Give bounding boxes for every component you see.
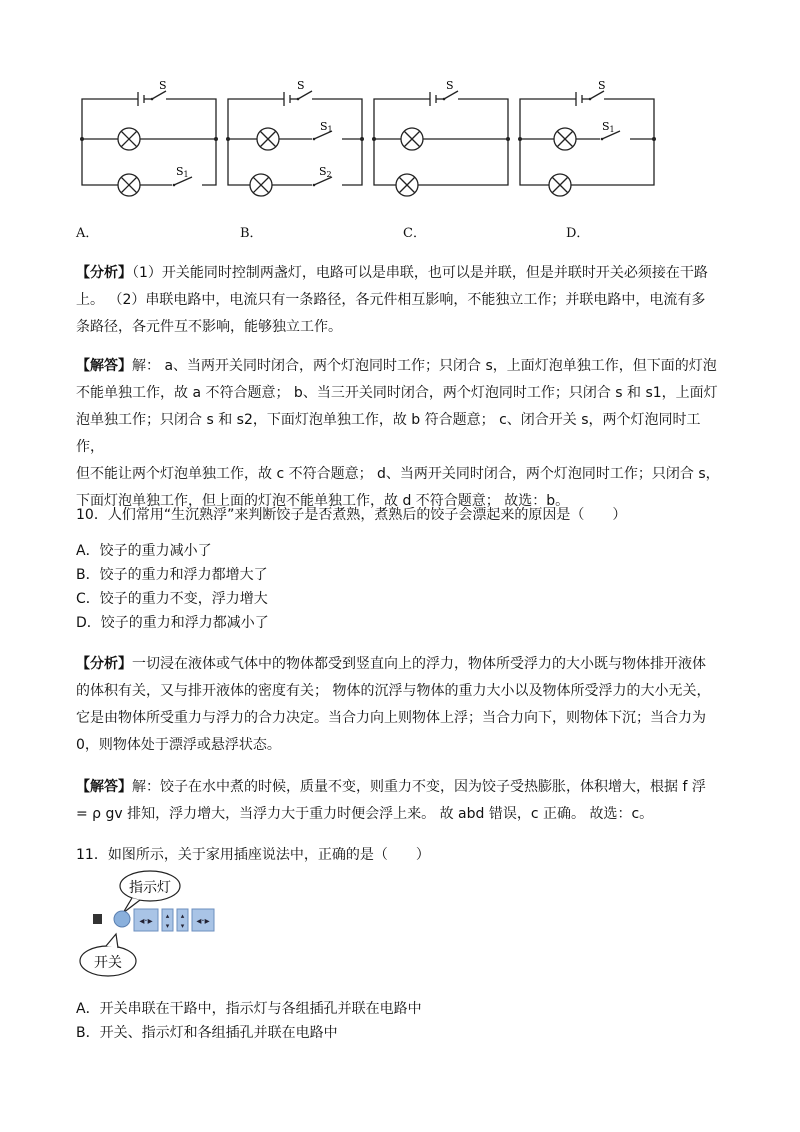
answer-text: 解：饺子在水中煮的时候，质量不变，则重力不变，因为饺子受热膨胀，体积增大，根据 f 浮 (132, 779, 706, 795)
circuit-c (372, 79, 510, 196)
q10-analysis (76, 651, 728, 759)
lamp-icon (554, 128, 576, 150)
svg-text:▾: ▾ (165, 922, 170, 930)
answer-text: 解： a、当两开关同时闭合，两个灯泡同时工作；只闭合 s，上面灯泡单独工作，但下面的灯泡 (132, 358, 717, 374)
answer-text: = ρ gv 排知，浮力增大，当浮力大于重力时便会浮上来。 故 abd 错误，c 正确。 故选：c。 (76, 806, 654, 822)
answer-text: 泡单独工作；只闭合 s 和 s2，下面灯泡单独工作，故 b 符合题意； c、闭合开关 s，两个灯泡同时工作， (76, 412, 701, 455)
circuit-diagrams (70, 75, 670, 200)
switch-s-label: S (446, 79, 454, 92)
analysis-text: 的体积有关，又与排开液体的密度有关； 物体的沉浮与物体的重力大小以及物体所受浮力的大小无关， (76, 683, 711, 699)
option-d-label: D． (566, 226, 590, 241)
switch-s-label: S (598, 79, 606, 92)
q11-stem: 11．如图所示，关于家用插座说法中，正确的是（ ） (76, 847, 430, 863)
analysis-text: 一切浸在液体或气体中的物体都受到竖直向上的浮力，物体所受浮力的大小既与物体排开液体 (132, 656, 706, 672)
analysis-tag: 【分析】 (76, 656, 132, 672)
option-a-label: A． (76, 226, 99, 241)
option-c-label: C． (403, 226, 426, 241)
svg-text:◂·▸: ◂·▸ (196, 916, 210, 927)
q9-analysis (76, 260, 728, 341)
answer-tag: 【解答】 (76, 358, 132, 374)
socket-icon (177, 909, 188, 931)
analysis-tag: 【分析】 (76, 265, 132, 281)
svg-text:▴: ▴ (180, 912, 185, 920)
circuit-b (226, 79, 364, 196)
indicator-light-label: 指示灯 (129, 880, 171, 896)
option-b-label: B． (240, 226, 263, 241)
answer-tag: 【解答】 (76, 779, 132, 795)
indicator-light-icon (114, 911, 130, 927)
answer-text: 下面灯泡单独工作，但上面的灯泡不能单独工作，故 d 不符合题意； 故选：b。 (76, 493, 570, 509)
q10-option-b: B．饺子的重力和浮力都增大了 (76, 567, 268, 583)
switch-s-label: S (159, 79, 167, 92)
switch-s1-label: S1 (320, 120, 333, 134)
switch-s2-label: S2 (319, 165, 332, 179)
socket-icon (134, 909, 158, 931)
power-strip-figure (76, 868, 236, 980)
q10-option-c: C．饺子的重力不变，浮力增大 (76, 591, 268, 607)
analysis-text: 上。 （2）串联电路中，电流只有一条路径，各元件相互影响，不能独立工作；并联电路中，电流有多 (76, 292, 706, 308)
lamp-icon (118, 174, 140, 196)
lamp-icon (549, 174, 571, 196)
q11-option-b: B．开关、指示灯和各组插孔并联在电路中 (76, 1025, 338, 1041)
lamp-icon (257, 128, 279, 150)
lamp-icon (396, 174, 418, 196)
socket-icon (162, 909, 173, 931)
switch-icon (93, 914, 102, 924)
circuit-d (518, 79, 656, 196)
lamp-icon (118, 128, 140, 150)
switch-s-label: S (297, 79, 305, 92)
circuit-a (80, 79, 218, 196)
lamp-icon (250, 174, 272, 196)
svg-text:▴: ▴ (165, 912, 170, 920)
switch-s1-label: S1 (176, 165, 189, 179)
q10-option-d: D．饺子的重力和浮力都减小了 (76, 615, 269, 631)
q9-answer (76, 353, 728, 515)
switch-label: 开关 (94, 955, 122, 971)
svg-text:▾: ▾ (180, 922, 185, 930)
analysis-text: （1）开关能同时控制两盏灯，电路可以是串联，也可以是并联，但是并联时开关必须接在干路 (132, 265, 708, 281)
q10-stem: 10．人们常用“生沉熟浮”来判断饺子是否煮熟，煮熟后的饺子会漂起来的原因是（ ） (76, 507, 627, 523)
lamp-icon (401, 128, 423, 150)
q10-answer (76, 774, 728, 828)
analysis-text: 它是由物体所受重力与浮力的合力决定。当合力向上则物体上浮；当合力向下，则物体下沉；当合力为 (76, 710, 706, 726)
switch-s1-label: S1 (602, 120, 615, 134)
answer-text: 但不能让两个灯泡单独工作，故 c 不符合题意； d、当两开关同时闭合，两个灯泡同时工作；只闭合 s， (76, 466, 720, 482)
socket-icon (192, 909, 214, 931)
analysis-text: 0，则物体处于漂浮或悬浮状态。 (76, 737, 281, 753)
analysis-text: 条路径，各元件互不影响，能够独立工作。 (76, 319, 342, 335)
svg-text:◂·▸: ◂·▸ (139, 916, 153, 927)
answer-text: 不能单独工作，故 a 不符合题意； b、当三开关同时闭合，两个灯泡同时工作；只闭合 s 和 s1，上面灯 (76, 385, 718, 401)
q11-option-a: A．开关串联在干路中，指示灯与各组插孔并联在电路中 (76, 1001, 422, 1017)
q10-option-a: A．饺子的重力减小了 (76, 543, 212, 559)
